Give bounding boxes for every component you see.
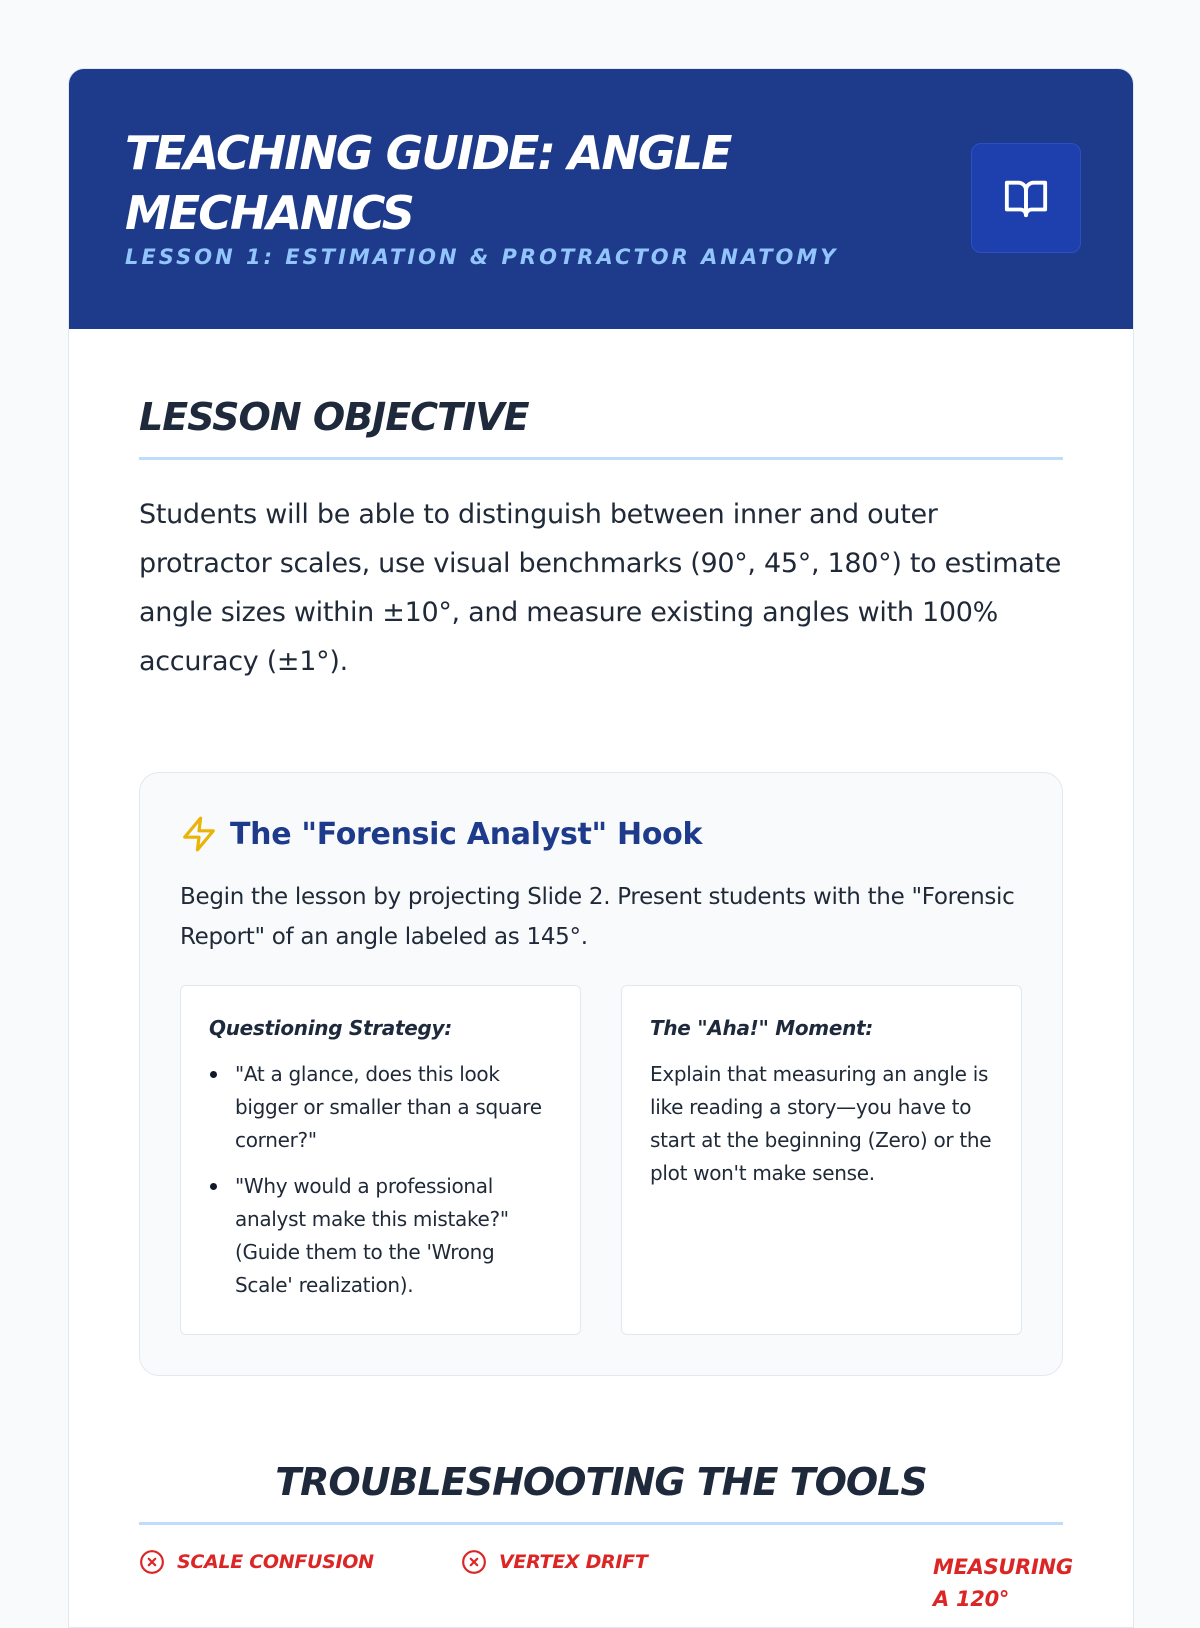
aha-text: Explain that measuring an angle is like reading a story—you have to start at the beginning (Zero) or the plot won't make sense. <box>650 1062 992 1185</box>
objective-text: Students will be able to distinguish between inner and outer protractor scales, use visual benchmarks (90°, 45°, 180°) to estimate angle sizes within ±10°, and measure existing angles with 100% accuracy (±1°). <box>139 499 1062 677</box>
questioning-list <box>209 1058 552 1302</box>
aha-heading: The "Aha!" Moment: <box>650 1016 873 1040</box>
aha-moment-box <box>621 985 1022 1335</box>
guide-body <box>69 395 1133 1609</box>
troubleshooting-item-measuring: MEASURING A 120° <box>933 1555 1073 1611</box>
troubleshooting-label: SCALE CONFUSION <box>177 1551 374 1573</box>
hook-header <box>180 815 1022 853</box>
questioning-heading: Questioning Strategy: <box>209 1016 452 1040</box>
hook-intro: Begin the lesson by projecting Slide 2. Present students with the "Forensic Report" of an angle labeled as 145°. <box>180 884 1015 950</box>
hook-panel <box>139 772 1063 1376</box>
questioning-strategy-box <box>180 985 581 1335</box>
troubleshooting-item-scale-confusion <box>139 1549 374 1575</box>
page-title: TEACHING GUIDE: ANGLE MECHANICS <box>125 126 731 240</box>
hook-columns <box>180 985 1022 1335</box>
troubleshooting-item-vertex-drift <box>461 1549 647 1575</box>
troubleshooting-list <box>139 1549 1073 1611</box>
list-item: "Why would a professional analyst make this mistake?" (Guide them to the 'Wrong Scale' realization). <box>209 1170 552 1302</box>
page-subtitle: LESSON 1: ESTIMATION & PROTRACTOR ANATOMY <box>125 245 839 269</box>
x-circle-icon <box>139 1549 165 1575</box>
book-open-icon <box>1000 175 1052 221</box>
lightning-icon <box>180 815 218 853</box>
troubleshooting-label: VERTEX DRIFT <box>499 1551 648 1573</box>
x-circle-icon <box>461 1549 487 1575</box>
hook-title: The "Forensic Analyst" Hook <box>230 816 703 852</box>
troubleshooting-heading: TROUBLESHOOTING THE TOOLS <box>139 1460 1063 1525</box>
objective-heading: LESSON OBJECTIVE <box>139 395 1063 460</box>
teaching-guide-card <box>68 68 1134 1628</box>
page-header <box>69 69 1133 329</box>
list-item: "At a glance, does this look bigger or smaller than a square corner?" <box>209 1058 552 1157</box>
guide-book-button[interactable] <box>971 143 1081 253</box>
